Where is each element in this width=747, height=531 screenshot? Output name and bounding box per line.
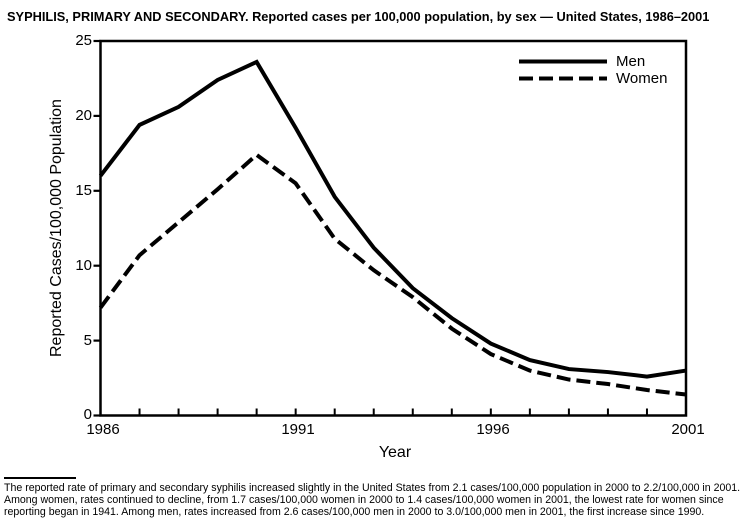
men-series-line — [101, 62, 687, 377]
figure-title: SYPHILIS, PRIMARY AND SECONDARY. Reported cases per 100,000 population, by sex — United States, 1986–2001 — [7, 9, 710, 24]
women-series-line — [101, 155, 687, 395]
y-tick-label-5: 5 — [83, 332, 92, 349]
y-tick-label-20: 20 — [75, 107, 92, 124]
y-tick-label-15: 15 — [75, 182, 92, 199]
y-tick-label-0: 0 — [83, 406, 92, 423]
x-tick-label-1991: 1991 — [281, 421, 315, 438]
x-axis-title: Year — [378, 444, 412, 461]
x-tick-label-1996: 1996 — [476, 421, 510, 438]
y-tick-label-10: 10 — [75, 257, 92, 274]
footnote-text: The reported rate of primary and secondary syphilis increased slightly in the United States from 2.1 cases/100,000 population in 2000 to 2.2/100,000 in 2001. Among women, rates continued to decline, from 1.7 cases/100,000 women in 2000 to 1.4 cases/100,000 women in 2001, the lowest rate for women since reporting began in 1941. Among men, rates increased from 2.6 cases/100,000 men in 2000 to 3.0/100,000 men in 2001, the first increase since 1990. — [4, 482, 741, 518]
plot-border — [101, 41, 687, 416]
y-axis-title: Reported Cases/100,000 Population — [48, 99, 65, 358]
legend-label-men: Men — [616, 53, 646, 70]
legend-label-women: Women — [616, 70, 668, 87]
x-tick-label-2001: 2001 — [671, 421, 705, 438]
footnote-rule — [4, 477, 76, 479]
x-tick-label-1986: 1986 — [86, 421, 120, 438]
y-tick-label-25: 25 — [75, 32, 92, 49]
